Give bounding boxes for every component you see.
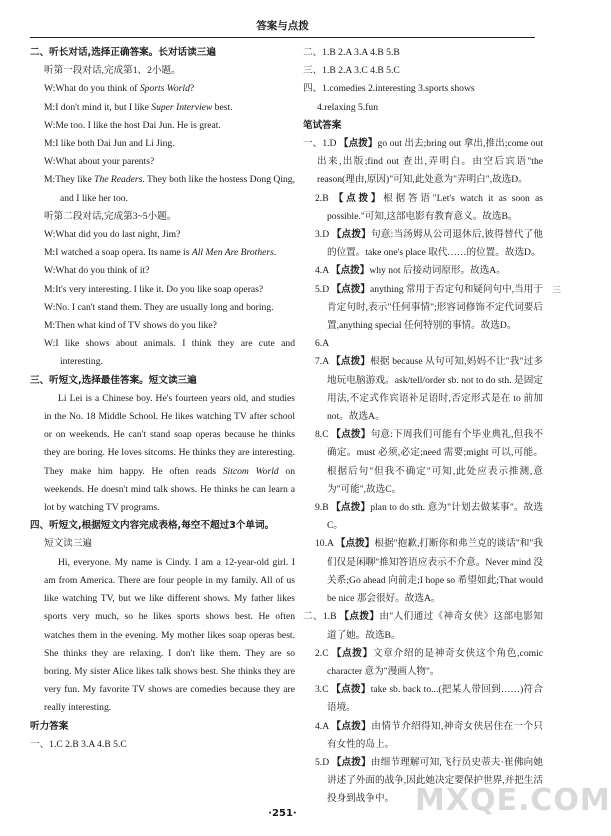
dialogue-line: W:I like shows about animals. I think they are cute and interesting. <box>44 338 295 368</box>
dialogue-line: W:No. I can't stand them. They are usually long and boring. <box>44 301 274 313</box>
answer-row: 4.relaxing 5.fun <box>317 101 379 113</box>
listening-answers-title: 听力答案 <box>30 720 69 732</box>
dialogue-line: M:I watched a soap opera. Its name is All Men Are Brothers. <box>44 247 277 259</box>
header-title: 答案与点拨 <box>256 20 309 32</box>
answer-row: 二、1.B 2.A 3.A 4.B 5.B <box>303 47 400 58</box>
explanation: 5.D 【点拨】由细节理解可知,飞行员史蒂夫·崔佛向她讲述了外面的战争,因此她决定要保护世界,并把生活投身到战争中。 <box>315 756 544 805</box>
explanation: 7.A 【点拨】根据 because 从句可知,妈妈不让"我"过多地玩电脑游戏。ask/tell/order sb. not to do sth. 是固定用法,不定式作宾语补足语时,否定形式是在 to 前加 not。故选A。 <box>315 356 543 423</box>
left-column <box>30 44 295 754</box>
written-answers-title: 笔试答案 <box>303 119 342 131</box>
dialogue-line: W:What did you do last night, Jim? <box>44 229 181 241</box>
dialogue-line: W:What about your parents? <box>44 156 155 168</box>
dialogue-line: M:I like both Dai Jun and Li Jing. <box>44 138 175 150</box>
explanation: 10.A 【点拨】根据"抱歉,打断你和弗兰克的谈话"和"我们仅是闲聊"推知答语应表示不介意。Never mind 没关系;Go ahead 向前走;I hope so 希望如此;That would be nice 那会很好。故选A。 <box>315 538 543 605</box>
section-3-title: 三、听短文,选择最佳答案。短文读三遍 <box>30 374 197 386</box>
section-4-subtitle: 短文读三遍 <box>44 538 92 550</box>
explanation: 3.D 【点拨】句意:当汤姆从公司退休后,彼得替代了他的位置。take one's place 取代……的位置。故选D。 <box>315 229 543 259</box>
explanation: 5.D 【点拨】anything 常用于否定句和疑问句中,当用于肯定句时,表示"任何事情";形容词修饰不定代词要后置,anything special 任何特别的事情。故选D。 <box>315 283 544 332</box>
page-header <box>0 0 565 40</box>
dialogue-line: W:What do you think of Sports World? <box>44 83 195 95</box>
dialogue-line: M:I don't mind it, but I like Super Interview best. <box>44 101 233 113</box>
explanation: 4.A 【点拨】由情节介绍得知,神奇女侠居住在一个只有女性的岛上。 <box>315 720 544 750</box>
section-3-passage: Li Lei is a Chinese boy. He's fourteen years old, and studies in the No. 18 Middle School. He likes watching TV after school or on weekends. He can't stand soap operas because he thinks they are boring. He loves sitcoms. He thinks they are interesting. They make him happy. He often reads Sitcom World on weekends. He doesn't mind talk shows. He thinks he can learn a lot by watching TV programs. <box>44 392 295 514</box>
explanation: 8.C 【点拨】句意:下周我们可能有个毕业典礼,但我不确定。must 必须,必定;need 需要;might 可以,可能。根据后句"但我不确定"可知,此处应表示推测,意为"可能",故选C。 <box>315 429 543 495</box>
dialogue-line: M:Then what kind of TV shows do you like? <box>44 320 217 332</box>
right-column <box>303 44 543 809</box>
dialogue-2-intro: 听第二段对话,完成第3~5小题。 <box>44 210 177 222</box>
answer-row: 四、1.comedies 2.interesting 3.sports shows <box>303 83 475 95</box>
header-rule <box>30 37 535 38</box>
explanation: 6.A <box>315 338 330 350</box>
explanation: 一、1.D 【点拨】go out 出去;bring out 拿出,推出;come out 出来,出版;find out 查出,弄明白。由空后宾语"the reason(理由,原因)"可知,此处意为"弄明白",故选D。 <box>303 138 543 186</box>
dialogue-line: M:They like The Readers. They both like the hostess Dong Qing, and I like her too. <box>44 174 295 204</box>
dialogue-line: W:Me too. I like the host Dai Jun. He is great. <box>44 119 221 131</box>
explanation: 4.A 【点拨】why not 后接动词原形。故选A。 <box>315 265 506 277</box>
section-4-title: 四、听短文,根据短文内容完成表格,每空不超过3个单词。 <box>30 520 275 532</box>
explanation: 2.C 【点拨】文章介绍的是神奇女侠这个角色,comic character 意为"漫画人物"。 <box>315 647 543 677</box>
dialogue-1-intro: 听第一段对话,完成第1、2小题。 <box>44 65 181 77</box>
watermark: MXQE.COM <box>415 783 611 818</box>
dialogue-line: M:It's very interesting. I like it. Do you like soap operas? <box>44 283 264 295</box>
answer-row: 三、1.B 2.A 3.C 4.B 5.C <box>303 65 400 77</box>
explanation: 2.B 【点拨】根据答语"Let's watch it as soon as possible."可知,这部电影有教育意义。故选B。 <box>315 192 544 222</box>
explanation: 9.B 【点拨】plan to do sth. 意为"计划去做某事"。故选C。 <box>315 502 544 532</box>
dialogue-line: W:What do you think of it? <box>44 265 150 277</box>
section-4-passage: Hi, everyone. My name is Cindy. I am a 12-year-old girl. I am from America. There are four people in my family. All of us like watching TV, but we like different shows. My father likes sports very much, so he likes sports shows best. He often watches them in the evening. My mother likes soap operas best. She thinks they are relaxing. I don't like them. They are so boring. My sister Alice likes talk shows best. She thinks they are very fun. My favorite TV shows are comedies because they are really interesting. <box>44 556 295 714</box>
explanation: 3.C 【点拨】take sb. back to...(把某人带回到……)符合语境。 <box>315 684 544 714</box>
section-2-title: 二、听长对话,选择正确答案。长对话读三遍 <box>30 47 216 58</box>
explanation: 二、1.B 【点拨】由"人们通过《神奇女侠》这部电影知道了她。故选B。 <box>303 611 543 641</box>
listening-answers: 一、1.C 2.B 3.A 4.B 5.C <box>30 738 127 750</box>
side-margin-mark: 三 <box>552 285 562 295</box>
page-number: ·251· <box>268 808 297 819</box>
